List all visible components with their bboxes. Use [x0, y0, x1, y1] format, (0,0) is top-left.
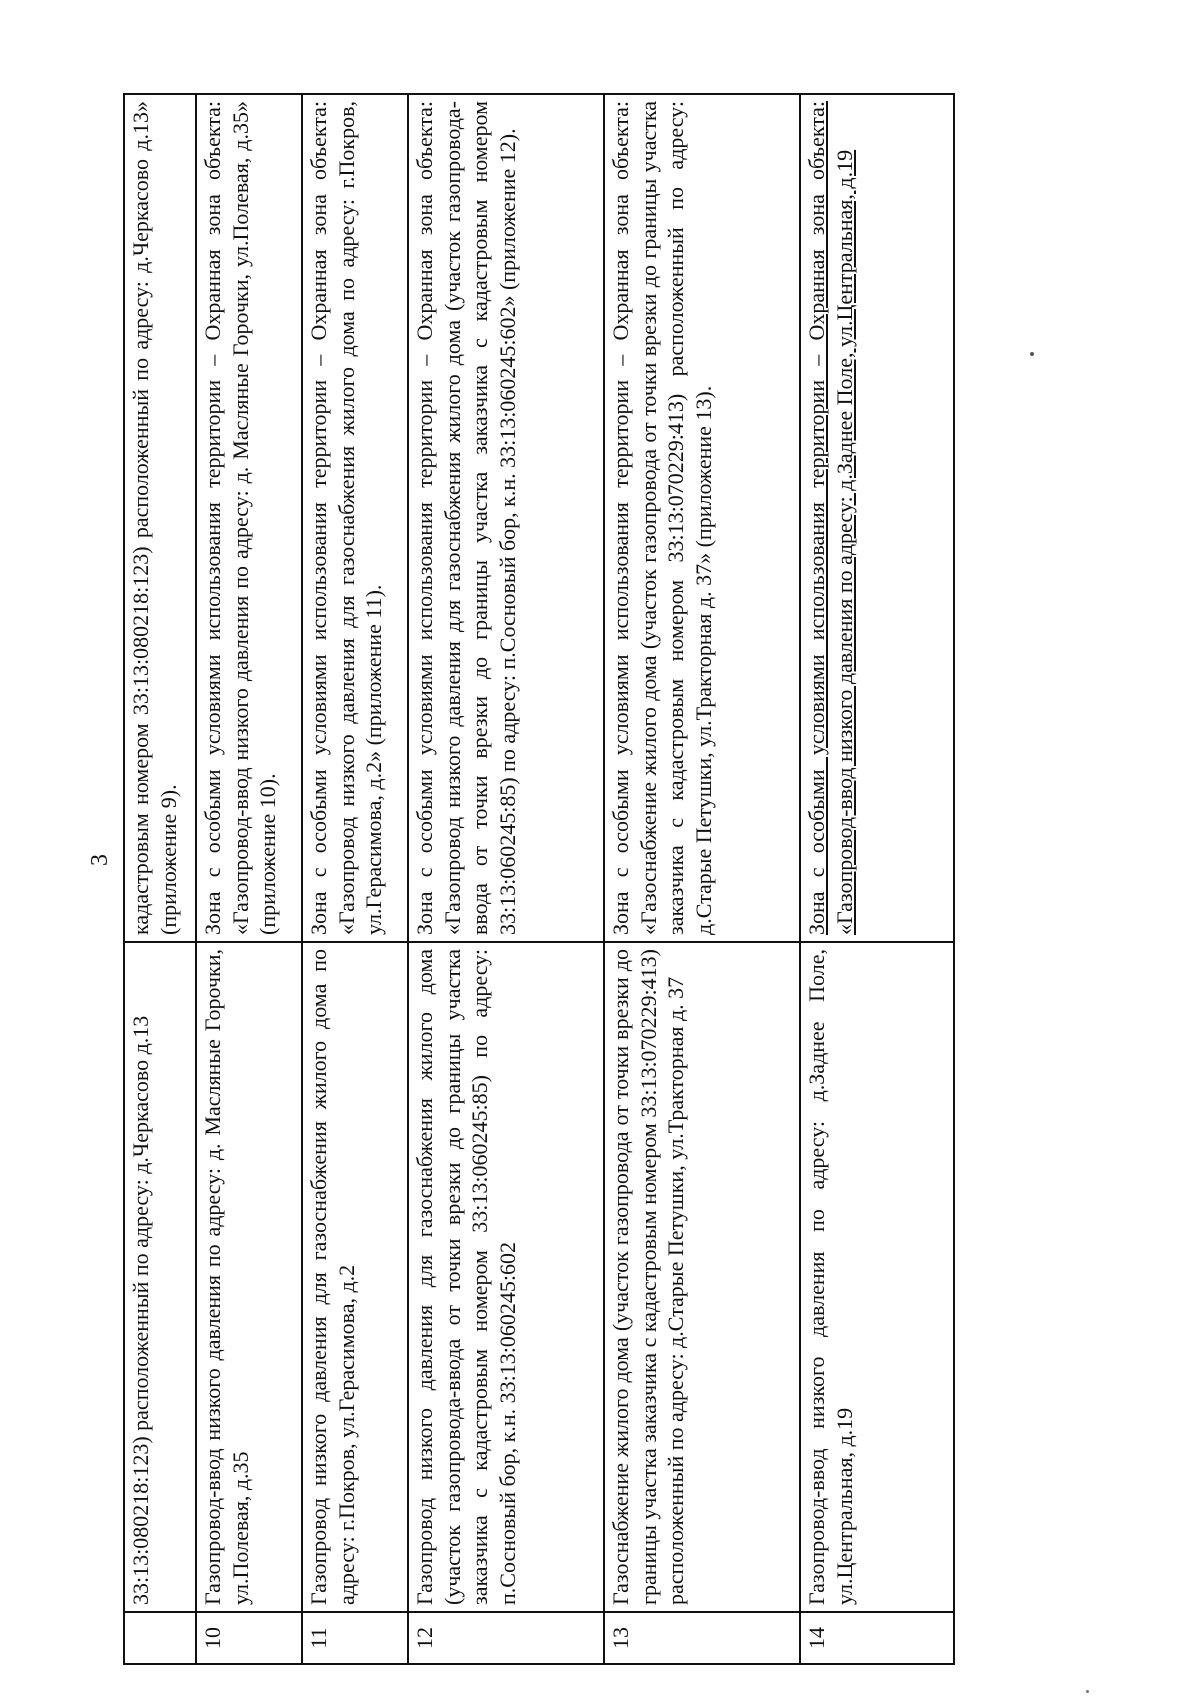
scan-speck: [1086, 1690, 1089, 1693]
table-row: [302, 94, 408, 1664]
zone-cell: Зона с особыми условиями использования территории – Охранная зона объекта: «Газопровод низкого давления для газоснабжения жилого дома по адресу: г.Покров, ул.Герасимова, д.2» (приложение 11).: [302, 94, 408, 942]
zone-cell: Зона с особыми условиями использования территории – Охранная зона объекта: «Газопровод-ввод низкого давления по адресу: д.Заднее Поле, ул.Центральная, д.19: [800, 94, 954, 942]
row-number-cell: 12: [408, 1612, 604, 1664]
table-row: [800, 94, 954, 1664]
table-row: [124, 94, 196, 1664]
object-cell: Газопровод-ввод низкого давления по адресу: д.Заднее Поле, ул.Центральная, д.19: [800, 942, 954, 1612]
row-number-cell: 10: [196, 1612, 302, 1664]
object-cell: Газопровод низкого давления для газоснабжения жилого дома по адресу: г.Покров, ул.Герасимова, д.2: [302, 942, 408, 1612]
object-cell: Газопровод-ввод низкого давления по адресу: д. Масляные Горочки, ул.Полевая, д.35: [196, 942, 302, 1612]
row-number-cell: 13: [604, 1612, 800, 1664]
objects-table: [123, 93, 955, 1665]
object-cell: Газоснабжение жилого дома (участок газопровода от точки врезки до границы участка заказчика с кадастровым номером 33:13:070229:413) расположенный по адресу: д.Старые Петушки, ул.Тракторная д. 37: [604, 942, 800, 1612]
zone-cell: Зона с особыми условиями использования территории – Охранная зона объекта: «Газопровод низкого давления для газоснабжения жилого дома (участок газопровода-ввода от точки врезки до границы участка заказчика с кадастровым номером 33:13:060245:85) по адресу: п.Сосновый бор, к.н. 33:13:060245:602» (приложение 12).: [408, 94, 604, 942]
object-cell: 33:13:080218:123) расположенный по адресу: д.Черкасово д.13: [124, 942, 196, 1612]
zone-cell: Зона с особыми условиями использования территории – Охранная зона объекта: «Газопровод-ввод низкого давления по адресу: д. Масляные Горочки, ул.Полевая, д.35» (приложение 10).: [196, 94, 302, 942]
scan-speck: [1030, 352, 1034, 356]
table-row: [604, 94, 800, 1664]
zone-cell: кадастровым номером 33:13:080218:123) расположенный по адресу: д.Черкасово д.13» (приложение 9).: [124, 94, 196, 942]
table-row: [408, 94, 604, 1664]
table-row: [196, 94, 302, 1664]
rotated-table-container: [123, 95, 953, 1665]
zone-cell: Зона с особыми условиями использования территории – Охранная зона объекта: «Газоснабжение жилого дома (участок газопровода от точки врезки до границы участка заказчика с кадастровым номером 33:13:070229:413) расположенный по адресу: д.Старые Петушки, ул.Тракторная д. 37» (приложение 13).: [604, 94, 800, 942]
row-number-cell: 14: [800, 1612, 954, 1664]
page-number: 3: [87, 854, 113, 866]
row-number-cell: [124, 1612, 196, 1664]
row-number-cell: 11: [302, 1612, 408, 1664]
object-cell: Газопровод низкого давления для газоснабжения жилого дома (участок газопровода-ввода от точки врезки до границы участка заказчика с кадастровым номером 33:13:060245:85) по адресу: п.Сосновый бор, к.н. 33:13:060245:602: [408, 942, 604, 1612]
